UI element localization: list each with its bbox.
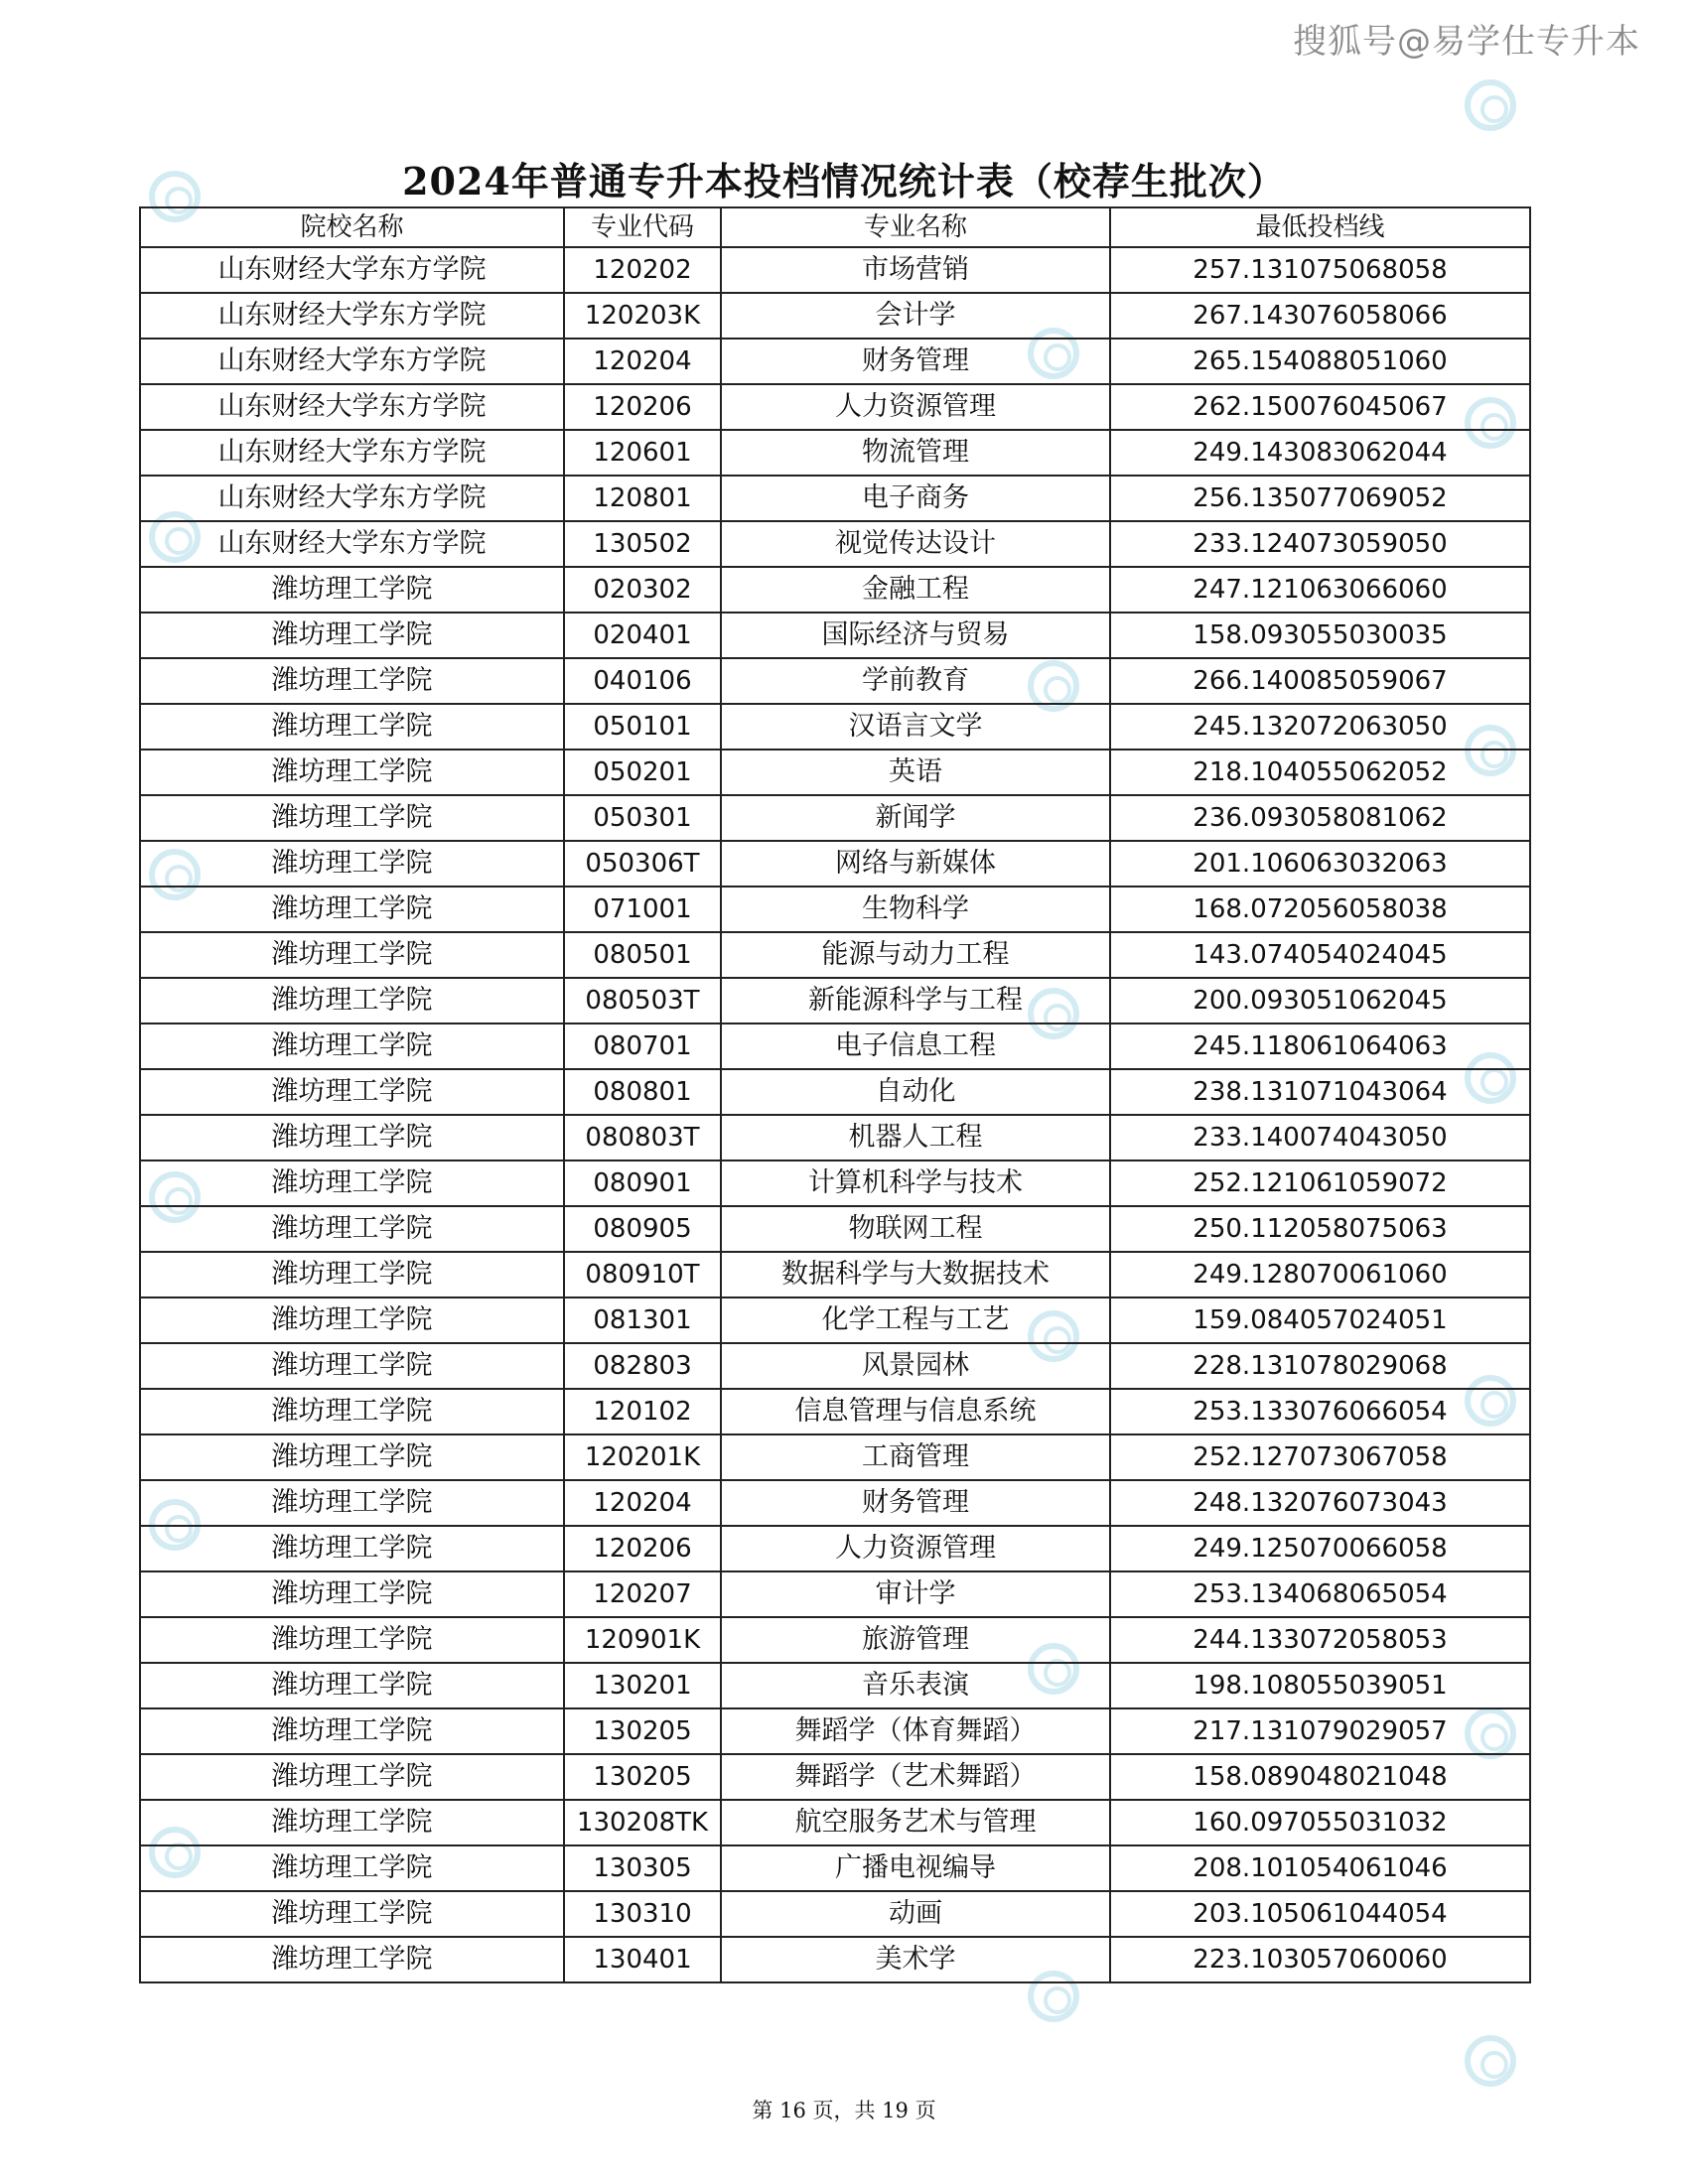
table-row bbox=[140, 1526, 1530, 1571]
cell-major-name: 舞蹈学（体育舞蹈） bbox=[721, 1708, 1110, 1754]
cell-school: 潍坊理工学院 bbox=[140, 1297, 564, 1343]
cell-major-name: 学前教育 bbox=[721, 658, 1110, 704]
table-row bbox=[140, 1160, 1530, 1206]
cell-major-name: 财务管理 bbox=[721, 1480, 1110, 1526]
cell-min-score: 236.093058081062 bbox=[1110, 795, 1530, 841]
cell-major-code: 130201 bbox=[564, 1663, 721, 1708]
cell-major-name: 视觉传达设计 bbox=[721, 521, 1110, 567]
cell-major-name: 工商管理 bbox=[721, 1434, 1110, 1480]
cell-min-score: 245.118061064063 bbox=[1110, 1024, 1530, 1069]
cell-major-code: 080701 bbox=[564, 1024, 721, 1069]
cell-school: 潍坊理工学院 bbox=[140, 1526, 564, 1571]
header-min-score: 最低投档线 bbox=[1110, 207, 1530, 247]
cell-min-score: 198.108055039051 bbox=[1110, 1663, 1530, 1708]
page-title: 2024年普通专升本投档情况统计表（校荐生批次） bbox=[402, 159, 1286, 204]
cell-major-code: 080501 bbox=[564, 932, 721, 978]
table-row bbox=[140, 1571, 1530, 1617]
table-row bbox=[140, 1024, 1530, 1069]
cell-major-name: 能源与动力工程 bbox=[721, 932, 1110, 978]
cell-min-score: 208.101054061046 bbox=[1110, 1845, 1530, 1891]
cell-min-score: 249.125070066058 bbox=[1110, 1526, 1530, 1571]
cell-major-code: 071001 bbox=[564, 887, 721, 932]
cell-school: 潍坊理工学院 bbox=[140, 1434, 564, 1480]
cell-major-name: 英语 bbox=[721, 750, 1110, 795]
table-row bbox=[140, 247, 1530, 293]
cell-major-name: 信息管理与信息系统 bbox=[721, 1389, 1110, 1434]
table-row bbox=[140, 1115, 1530, 1160]
table-row bbox=[140, 658, 1530, 704]
cell-min-score: 248.132076073043 bbox=[1110, 1480, 1530, 1526]
cell-min-score: 233.124073059050 bbox=[1110, 521, 1530, 567]
table-row bbox=[140, 1891, 1530, 1937]
table-row bbox=[140, 1800, 1530, 1845]
cell-school: 潍坊理工学院 bbox=[140, 1343, 564, 1389]
table-row bbox=[140, 1480, 1530, 1526]
cell-min-score: 249.143083062044 bbox=[1110, 430, 1530, 476]
cell-school: 山东财经大学东方学院 bbox=[140, 476, 564, 521]
cell-major-code: 050201 bbox=[564, 750, 721, 795]
cell-major-code: 120601 bbox=[564, 430, 721, 476]
table-row bbox=[140, 1663, 1530, 1708]
cell-major-name: 计算机科学与技术 bbox=[721, 1160, 1110, 1206]
cell-min-score: 143.074054024045 bbox=[1110, 932, 1530, 978]
cell-major-name: 人力资源管理 bbox=[721, 384, 1110, 430]
table-row bbox=[140, 1206, 1530, 1252]
cell-major-name: 广播电视编导 bbox=[721, 1845, 1110, 1891]
cell-school: 山东财经大学东方学院 bbox=[140, 521, 564, 567]
cell-major-name: 生物科学 bbox=[721, 887, 1110, 932]
sohu-watermark-text: 搜狐号@易学仕专升本 bbox=[1293, 22, 1640, 62]
cell-min-score: 158.093055030035 bbox=[1110, 613, 1530, 658]
cell-min-score: 218.104055062052 bbox=[1110, 750, 1530, 795]
cell-major-name: 风景园林 bbox=[721, 1343, 1110, 1389]
cell-major-name: 会计学 bbox=[721, 293, 1110, 339]
cell-school: 山东财经大学东方学院 bbox=[140, 430, 564, 476]
table-row bbox=[140, 1754, 1530, 1800]
header-school: 院校名称 bbox=[140, 207, 564, 247]
table-body bbox=[140, 247, 1530, 1982]
table-row bbox=[140, 476, 1530, 521]
cell-min-score: 265.154088051060 bbox=[1110, 339, 1530, 384]
cell-min-score: 238.131071043064 bbox=[1110, 1069, 1530, 1115]
cell-major-name: 化学工程与工艺 bbox=[721, 1297, 1110, 1343]
table-row bbox=[140, 1389, 1530, 1434]
cell-major-code: 130205 bbox=[564, 1754, 721, 1800]
table-row bbox=[140, 1343, 1530, 1389]
cell-school: 潍坊理工学院 bbox=[140, 1754, 564, 1800]
cell-school: 潍坊理工学院 bbox=[140, 567, 564, 613]
cell-school: 潍坊理工学院 bbox=[140, 1845, 564, 1891]
cell-major-name: 网络与新媒体 bbox=[721, 841, 1110, 887]
cell-major-code: 080801 bbox=[564, 1069, 721, 1115]
cell-major-code: 080905 bbox=[564, 1206, 721, 1252]
table-row bbox=[140, 1069, 1530, 1115]
cell-school: 潍坊理工学院 bbox=[140, 1617, 564, 1663]
cell-major-name: 旅游管理 bbox=[721, 1617, 1110, 1663]
cell-school: 潍坊理工学院 bbox=[140, 887, 564, 932]
page-number: 第 16 页，共 19 页 bbox=[752, 2099, 936, 2122]
cell-major-name: 音乐表演 bbox=[721, 1663, 1110, 1708]
cell-major-code: 050306T bbox=[564, 841, 721, 887]
cell-min-score: 160.097055031032 bbox=[1110, 1800, 1530, 1845]
cell-major-code: 050301 bbox=[564, 795, 721, 841]
cell-min-score: 252.127073067058 bbox=[1110, 1434, 1530, 1480]
cell-min-score: 245.132072063050 bbox=[1110, 704, 1530, 750]
table-row bbox=[140, 339, 1530, 384]
cell-min-score: 233.140074043050 bbox=[1110, 1115, 1530, 1160]
cell-school: 潍坊理工学院 bbox=[140, 1708, 564, 1754]
cell-major-code: 080901 bbox=[564, 1160, 721, 1206]
table-header-row bbox=[140, 207, 1530, 247]
cell-major-code: 120204 bbox=[564, 339, 721, 384]
table-row bbox=[140, 567, 1530, 613]
cell-major-name: 财务管理 bbox=[721, 339, 1110, 384]
cell-major-code: 120801 bbox=[564, 476, 721, 521]
cell-school: 潍坊理工学院 bbox=[140, 978, 564, 1024]
cell-school: 潍坊理工学院 bbox=[140, 1800, 564, 1845]
cell-major-name: 美术学 bbox=[721, 1937, 1110, 1982]
cell-school: 潍坊理工学院 bbox=[140, 1069, 564, 1115]
cell-major-code: 020302 bbox=[564, 567, 721, 613]
cell-min-score: 250.112058075063 bbox=[1110, 1206, 1530, 1252]
admission-table bbox=[139, 206, 1531, 1983]
cell-min-score: 203.105061044054 bbox=[1110, 1891, 1530, 1937]
table-row bbox=[140, 1708, 1530, 1754]
cell-school: 潍坊理工学院 bbox=[140, 658, 564, 704]
cell-school: 潍坊理工学院 bbox=[140, 1160, 564, 1206]
cell-major-name: 物流管理 bbox=[721, 430, 1110, 476]
cell-major-code: 120206 bbox=[564, 384, 721, 430]
cell-major-name: 审计学 bbox=[721, 1571, 1110, 1617]
cell-min-score: 256.135077069052 bbox=[1110, 476, 1530, 521]
cell-major-name: 金融工程 bbox=[721, 567, 1110, 613]
watermark-logo-icon bbox=[1465, 2035, 1516, 2087]
cell-major-name: 新闻学 bbox=[721, 795, 1110, 841]
cell-school: 山东财经大学东方学院 bbox=[140, 293, 564, 339]
cell-major-code: 130310 bbox=[564, 1891, 721, 1937]
table-row bbox=[140, 1297, 1530, 1343]
cell-school: 潍坊理工学院 bbox=[140, 1206, 564, 1252]
cell-school: 潍坊理工学院 bbox=[140, 1389, 564, 1434]
cell-school: 潍坊理工学院 bbox=[140, 1252, 564, 1297]
cell-min-score: 244.133072058053 bbox=[1110, 1617, 1530, 1663]
cell-school: 山东财经大学东方学院 bbox=[140, 384, 564, 430]
cell-major-code: 081301 bbox=[564, 1297, 721, 1343]
cell-min-score: 267.143076058066 bbox=[1110, 293, 1530, 339]
cell-school: 潍坊理工学院 bbox=[140, 1024, 564, 1069]
table-row bbox=[140, 293, 1530, 339]
cell-school: 山东财经大学东方学院 bbox=[140, 339, 564, 384]
cell-school: 潍坊理工学院 bbox=[140, 1663, 564, 1708]
cell-school: 潍坊理工学院 bbox=[140, 1571, 564, 1617]
table-row bbox=[140, 1845, 1530, 1891]
cell-major-code: 120203K bbox=[564, 293, 721, 339]
cell-major-name: 动画 bbox=[721, 1891, 1110, 1937]
cell-major-code: 120901K bbox=[564, 1617, 721, 1663]
cell-school: 山东财经大学东方学院 bbox=[140, 247, 564, 293]
cell-major-name: 航空服务艺术与管理 bbox=[721, 1800, 1110, 1845]
cell-major-code: 130205 bbox=[564, 1708, 721, 1754]
cell-school: 潍坊理工学院 bbox=[140, 1891, 564, 1937]
cell-school: 潍坊理工学院 bbox=[140, 750, 564, 795]
table-row bbox=[140, 430, 1530, 476]
cell-min-score: 253.133076066054 bbox=[1110, 1389, 1530, 1434]
table-row bbox=[140, 1617, 1530, 1663]
cell-school: 潍坊理工学院 bbox=[140, 932, 564, 978]
cell-major-code: 120206 bbox=[564, 1526, 721, 1571]
cell-school: 潍坊理工学院 bbox=[140, 795, 564, 841]
cell-major-code: 130401 bbox=[564, 1937, 721, 1982]
cell-major-name: 机器人工程 bbox=[721, 1115, 1110, 1160]
cell-min-score: 266.140085059067 bbox=[1110, 658, 1530, 704]
cell-min-score: 159.084057024051 bbox=[1110, 1297, 1530, 1343]
cell-min-score: 247.121063066060 bbox=[1110, 567, 1530, 613]
cell-min-score: 262.150076045067 bbox=[1110, 384, 1530, 430]
cell-min-score: 201.106063032063 bbox=[1110, 841, 1530, 887]
cell-major-code: 080503T bbox=[564, 978, 721, 1024]
cell-min-score: 200.093051062045 bbox=[1110, 978, 1530, 1024]
table-row bbox=[140, 704, 1530, 750]
cell-major-code: 080803T bbox=[564, 1115, 721, 1160]
cell-min-score: 228.131078029068 bbox=[1110, 1343, 1530, 1389]
cell-major-code: 020401 bbox=[564, 613, 721, 658]
table-row bbox=[140, 841, 1530, 887]
cell-major-code: 130305 bbox=[564, 1845, 721, 1891]
cell-major-name: 自动化 bbox=[721, 1069, 1110, 1115]
cell-major-code: 120204 bbox=[564, 1480, 721, 1526]
table-row bbox=[140, 795, 1530, 841]
cell-major-name: 国际经济与贸易 bbox=[721, 613, 1110, 658]
cell-min-score: 217.131079029057 bbox=[1110, 1708, 1530, 1754]
cell-major-name: 数据科学与大数据技术 bbox=[721, 1252, 1110, 1297]
table-row bbox=[140, 384, 1530, 430]
watermark-logo-icon bbox=[1465, 79, 1516, 131]
cell-major-code: 130208TK bbox=[564, 1800, 721, 1845]
table-row bbox=[140, 1937, 1530, 1982]
cell-min-score: 253.134068065054 bbox=[1110, 1571, 1530, 1617]
cell-major-name: 人力资源管理 bbox=[721, 1526, 1110, 1571]
cell-major-code: 120207 bbox=[564, 1571, 721, 1617]
cell-major-code: 080910T bbox=[564, 1252, 721, 1297]
table-row bbox=[140, 1434, 1530, 1480]
header-major-code: 专业代码 bbox=[564, 207, 721, 247]
cell-major-code: 120202 bbox=[564, 247, 721, 293]
cell-min-score: 249.128070061060 bbox=[1110, 1252, 1530, 1297]
cell-major-name: 物联网工程 bbox=[721, 1206, 1110, 1252]
cell-major-name: 电子信息工程 bbox=[721, 1024, 1110, 1069]
table-row bbox=[140, 1252, 1530, 1297]
table-row bbox=[140, 887, 1530, 932]
cell-min-score: 252.121061059072 bbox=[1110, 1160, 1530, 1206]
cell-major-name: 舞蹈学（艺术舞蹈） bbox=[721, 1754, 1110, 1800]
cell-major-code: 130502 bbox=[564, 521, 721, 567]
table-row bbox=[140, 613, 1530, 658]
cell-major-code: 120201K bbox=[564, 1434, 721, 1480]
cell-school: 潍坊理工学院 bbox=[140, 1115, 564, 1160]
cell-min-score: 168.072056058038 bbox=[1110, 887, 1530, 932]
cell-major-name: 汉语言文学 bbox=[721, 704, 1110, 750]
table-row bbox=[140, 521, 1530, 567]
table-row bbox=[140, 978, 1530, 1024]
cell-min-score: 257.131075068058 bbox=[1110, 247, 1530, 293]
cell-school: 潍坊理工学院 bbox=[140, 1480, 564, 1526]
table-row bbox=[140, 750, 1530, 795]
cell-min-score: 223.103057060060 bbox=[1110, 1937, 1530, 1982]
cell-major-code: 082803 bbox=[564, 1343, 721, 1389]
cell-school: 潍坊理工学院 bbox=[140, 841, 564, 887]
cell-major-name: 电子商务 bbox=[721, 476, 1110, 521]
cell-major-code: 040106 bbox=[564, 658, 721, 704]
cell-major-name: 市场营销 bbox=[721, 247, 1110, 293]
cell-major-code: 050101 bbox=[564, 704, 721, 750]
cell-major-code: 120102 bbox=[564, 1389, 721, 1434]
cell-school: 潍坊理工学院 bbox=[140, 704, 564, 750]
cell-school: 潍坊理工学院 bbox=[140, 613, 564, 658]
cell-school: 潍坊理工学院 bbox=[140, 1937, 564, 1982]
header-major-name: 专业名称 bbox=[721, 207, 1110, 247]
cell-min-score: 158.089048021048 bbox=[1110, 1754, 1530, 1800]
table-row bbox=[140, 932, 1530, 978]
cell-major-name: 新能源科学与工程 bbox=[721, 978, 1110, 1024]
